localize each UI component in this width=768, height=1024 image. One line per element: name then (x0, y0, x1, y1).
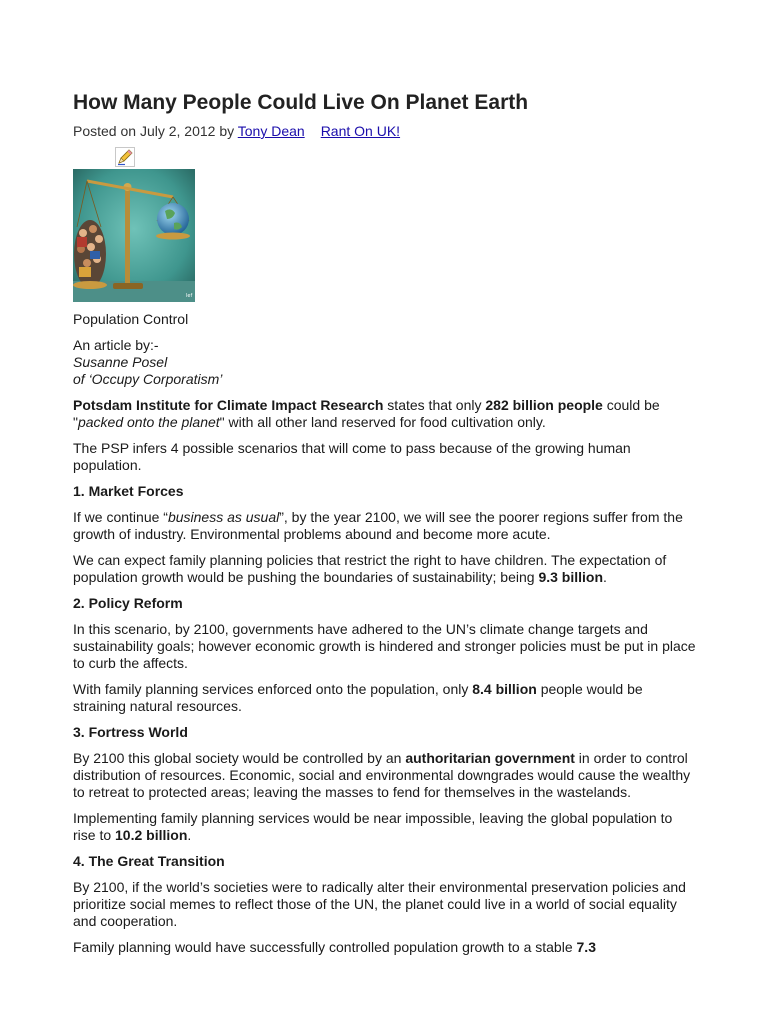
mf-text-1: If we continue “ (73, 509, 168, 525)
author-link[interactable]: Tony Dean (237, 123, 305, 139)
section-heading-fortress-world: 3. Fortress World (73, 724, 188, 740)
intro-text-3: " with all other land reserved for food cultivation only. (219, 414, 546, 430)
fw-text-3: Implementing family planning services would be near impossible, leaving the global population to rise to (73, 810, 673, 843)
mf-text-2: ”, by the year 2100, we will see the poorer regions suffer from the growth of industry. Environmental problems abound and become more acute. (73, 509, 683, 542)
gt-text-1: Family planning would have successfully controlled population growth to a stable (73, 939, 577, 955)
policy-reform-paragraph-2 (73, 681, 698, 715)
byline-intro: An article by:- (73, 337, 159, 353)
intro-text-1: states that only (383, 397, 486, 413)
pencil-edit-icon[interactable] (115, 147, 135, 167)
intro-figure: 282 billion people (485, 397, 603, 413)
article-content (73, 90, 698, 956)
mf-italic: business as usual (167, 509, 280, 525)
post-meta (73, 123, 698, 140)
byline (73, 337, 698, 388)
intro-quote: packed onto the planet (77, 414, 220, 430)
great-transition-paragraph-2 (73, 939, 698, 956)
psp-paragraph: The PSP infers 4 possible scenarios that will come to pass because of the growing human population. (73, 440, 631, 473)
intro-paragraph (73, 397, 698, 431)
posted-date: Posted on July 2, 2012 by (73, 123, 238, 139)
pr-figure: 8.4 billion (472, 681, 537, 697)
intro-org: Potsdam Institute for Climate Impact Research (73, 397, 384, 413)
section-heading-market-forces: 1. Market Forces (73, 483, 184, 499)
svg-text:lef: lef (186, 293, 193, 299)
section-heading-great-transition: 4. The Great Transition (73, 853, 225, 869)
image-caption: Population Control (73, 311, 189, 327)
article-title: How Many People Could Live On Planet Earth (73, 91, 529, 114)
intro-text-2: could be " (73, 397, 660, 430)
great-transition-paragraph-1: By 2100, if the world’s societies were to radically alter their environmental preservation policies and prioritize social memes to reflect those of the UN, the planet could live in a world of social equality and cooperation. (73, 879, 686, 929)
fw-figure: 10.2 billion (115, 827, 188, 843)
byline-organization: of ‘Occupy Corporatism’ (73, 371, 223, 387)
mf-text-3: We can expect family planning policies that restrict the right to have children. The expectation of population growth would be pushing the boundaries of sustainability; being (73, 552, 667, 585)
pr-text-2: people would be straining natural resources. (73, 681, 643, 714)
category-link[interactable]: Rant On UK! (320, 123, 401, 139)
policy-reform-paragraph-1: In this scenario, by 2100, governments have adhered to the UN’s climate change targets and sustainability goals; however economic growth is hindered and stronger policies must be put in place to curb the affects. (73, 621, 696, 671)
fortress-world-paragraph-1 (73, 750, 698, 801)
fw-text-1: By 2100 this global society would be controlled by an (73, 750, 406, 766)
byline-author: Susanne Posel (73, 354, 168, 370)
scale-globe-illustration (73, 169, 195, 302)
fw-bold: authoritarian government (405, 750, 575, 766)
section-heading-policy-reform: 2. Policy Reform (73, 595, 183, 611)
market-forces-paragraph-2 (73, 552, 698, 586)
mf-text-4: . (603, 569, 607, 585)
fw-text-4: . (187, 827, 192, 843)
market-forces-paragraph-1 (73, 509, 698, 543)
mf-figure: 9.3 billion (538, 569, 604, 585)
gt-figure: 7.3 (576, 939, 596, 955)
fortress-world-paragraph-2 (73, 810, 698, 844)
pr-text-1: With family planning services enforced onto the population, only (73, 681, 473, 697)
fw-text-2: in order to control distribution of resources. Economic, social and environmental downgrades would cause the wealthy to retreat to protected areas; leaving the masses to fend for themselves in the wastelands. (73, 750, 691, 800)
